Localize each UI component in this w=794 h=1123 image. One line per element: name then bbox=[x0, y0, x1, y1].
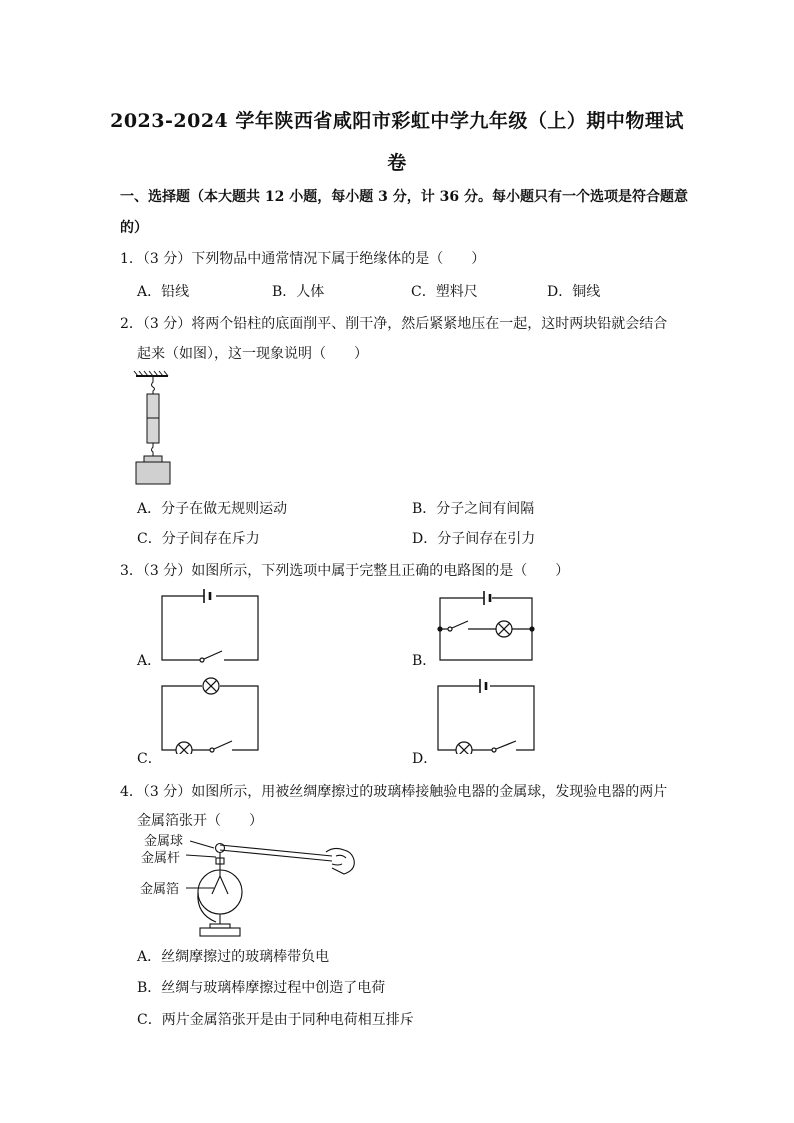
label-metal-rod: 金属杆 bbox=[141, 851, 181, 866]
circuit-b-figure bbox=[436, 588, 538, 664]
question-4-stem-cont: 金属箔张开（ ） bbox=[137, 813, 263, 829]
q3-label-c: C． bbox=[137, 751, 162, 767]
section-heading-cont: 的） bbox=[120, 220, 148, 236]
exam-title-line1: 2023-2024 学年陕西省咸阳市彩虹中学九年级（上）期中物理试 bbox=[110, 110, 684, 132]
q4-option-a: A．丝绸摩擦过的玻璃棒带负电 bbox=[137, 949, 330, 965]
circuit-c-figure bbox=[160, 674, 262, 754]
q2-option-a: A．分子在做无规则运动 bbox=[137, 501, 288, 517]
q1-option-d: D．铜线 bbox=[547, 284, 601, 300]
section-heading: 一、选择题（本大题共 12 小题，每小题 3 分，计 36 分。每小题只有一个选项是符合题意 bbox=[120, 189, 688, 205]
q3-label-d: D． bbox=[412, 751, 438, 767]
q3-label-a: A． bbox=[137, 653, 162, 669]
question-4-stem: 4．（3 分）如图所示，用被丝绸摩擦过的玻璃棒接触验电器的金属球，发现验电器的两片 bbox=[120, 784, 668, 800]
q4-option-c: C．两片金属箔张开是由于同种电荷相互排斥 bbox=[137, 1012, 414, 1028]
question-2-stem: 2．（3 分）将两个铅柱的底面削平、削干净，然后紧紧地压在一起，这时两块铅就会结合 bbox=[120, 316, 668, 332]
electroscope-figure bbox=[136, 830, 362, 940]
q1-option-c: C．塑料尺 bbox=[411, 284, 478, 300]
question-3-stem: 3．（3 分）如图所示，下列选项中属于完整且正确的电路图的是（ ） bbox=[120, 563, 570, 579]
lead-cylinders-figure bbox=[128, 370, 178, 488]
question-1-stem: 1．（3 分）下列物品中通常情况下属于绝缘体的是（ ） bbox=[120, 251, 486, 267]
q3-label-b: B． bbox=[412, 653, 437, 669]
circuit-a-figure bbox=[160, 588, 262, 664]
q2-option-d: D．分子间存在引力 bbox=[412, 531, 536, 547]
circuit-d-figure bbox=[436, 674, 538, 754]
q1-option-b: B．人体 bbox=[272, 284, 325, 300]
exam-title-line2: 卷 bbox=[387, 152, 407, 174]
q2-option-c: C．分子间存在斥力 bbox=[137, 531, 260, 547]
q2-option-b: B．分子之间有间隔 bbox=[412, 501, 535, 517]
label-metal-ball: 金属球 bbox=[144, 834, 184, 849]
q4-option-b: B．丝绸与玻璃棒摩擦过程中创造了电荷 bbox=[137, 980, 386, 996]
label-metal-foil: 金属箔 bbox=[140, 882, 180, 897]
q1-option-a: A．铅线 bbox=[137, 284, 190, 300]
question-2-stem-cont: 起来（如图），这一现象说明（ ） bbox=[137, 346, 368, 362]
